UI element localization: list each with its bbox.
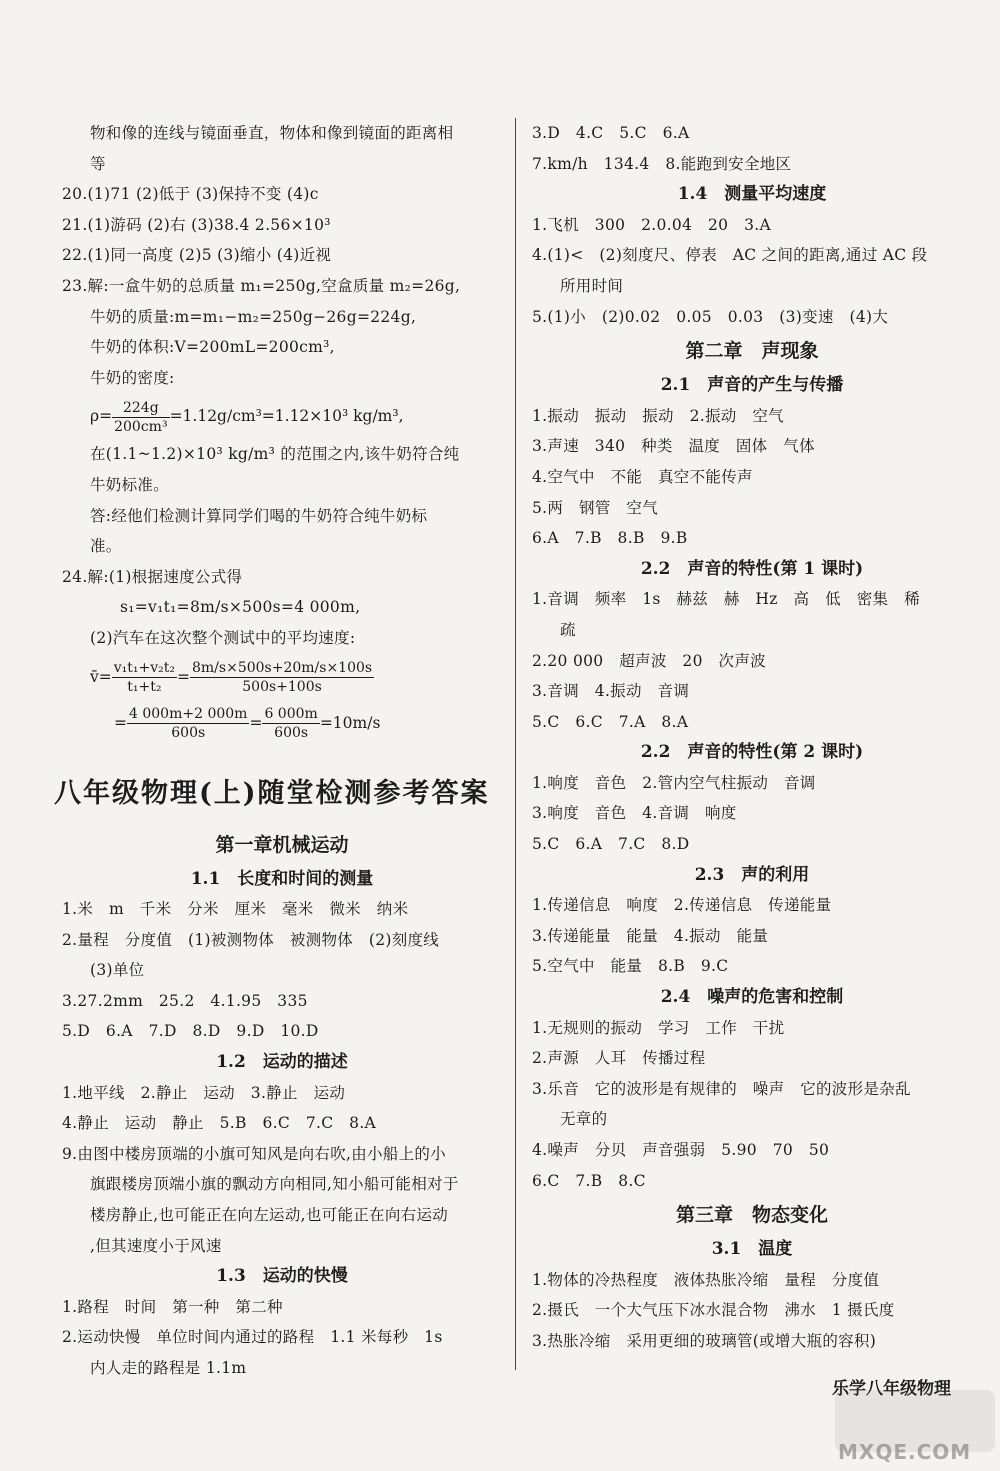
answer-line: (2)汽车在这次整个测试中的平均速度: (90, 628, 356, 647)
answer-line: 24.解:(1)根据速度公式得 (62, 567, 243, 586)
section-heading: 2.1 声音的产生与传播 (660, 375, 844, 396)
fraction (127, 705, 249, 742)
answer-line: 4.噪声 分贝 声音强弱 5.90 70 50 (532, 1141, 830, 1159)
section-heading: 2.2 声音的特性(第 1 课时) (640, 558, 864, 579)
answer-line: 5.D 6.A 7.D 8.D 9.D 10.D (62, 1022, 319, 1041)
answer-line: 准。 (90, 537, 122, 556)
answer-line: 4.静止 运动 静止 5.B 6.C 7.C 8.A (62, 1114, 377, 1133)
section-heading: 1.1 长度和时间的测量 (190, 868, 374, 889)
numerator: 8m/s×500s+20m/s×100s (192, 660, 373, 676)
numerator: 6 000m (264, 706, 318, 722)
answer-line: 23.解:一盒牛奶的总质量 m₁=250g,空盒质量 m₂=26g, (62, 276, 461, 295)
answer-line: 5.C 6.C 7.A 8.A (532, 712, 689, 731)
denominator: t₁+t₂ (127, 679, 162, 695)
answer-line: s₁=v₁t₁=8m/s×500s=4 000m, (120, 598, 361, 617)
formula-part: v̄= (90, 667, 112, 686)
answer-line: 7.km/h 134.4 8.能跑到安全地区 (532, 154, 792, 173)
answer-line: 20.(1)71 (2)低于 (3)保持不变 (4)c (62, 185, 319, 204)
fraction (190, 659, 374, 696)
page-footer: 乐学八年级物理 (832, 1379, 951, 1399)
answer-line: 2.量程 分度值 (1)被测物体 被测物体 (2)刻度线 (62, 930, 440, 949)
answer-line: 1.无规则的振动 学习 工作 干扰 (532, 1018, 785, 1037)
answer-line: 等 (90, 154, 106, 173)
answer-line: 3.响度 音色 4.音调 响度 (532, 804, 737, 823)
denominator: 600s (274, 725, 309, 741)
page-title: 八年级物理(上)随堂检测参考答案 (54, 777, 490, 809)
numerator: v₁t₁+v₂t₂ (113, 660, 175, 676)
answer-line: 1.飞机 300 2.0.04 20 3.A (532, 215, 771, 234)
answer-line: 2.运动快慢 单位时间内通过的路程 1.1 米每秒 1s (62, 1328, 443, 1347)
answer-line: 物和像的连线与镜面垂直，物体和像到镜面的距离相 (90, 124, 454, 142)
fraction (112, 399, 169, 436)
answer-line: 22.(1)同一高度 (2)5 (3)缩小 (4)近视 (62, 246, 332, 265)
answer-line: 楼房静止,也可能正在向左运动,也可能正在向右运动 (90, 1206, 449, 1225)
fraction (262, 705, 319, 742)
answer-line: 4.空气中 不能 真空不能传声 (532, 467, 753, 486)
denominator: 500s+100s (242, 679, 322, 695)
answer-line: 4.(1)< (2)刻度尺、停表 AC 之间的距离,通过 AC 段 (532, 246, 928, 265)
answer-line: 9.由图中楼房顶端的小旗可知风是向右吹,由小船上的小 (62, 1144, 447, 1163)
answer-line: 牛奶标准。 (90, 475, 170, 494)
answer-line: 无章的 (560, 1110, 608, 1129)
answer-line: 在(1.1~1.2)×10³ kg/m³ 的范围之内,该牛奶符合纯 (90, 445, 460, 464)
answer-line: 6.A 7.B 8.B 9.B (532, 529, 688, 548)
answer-line: 1.物体的冷热程度 液体热胀冷缩 量程 分度值 (532, 1270, 880, 1289)
chapter-heading: 第一章机械运动 (215, 833, 349, 856)
answer-line: 3.音调 4.振动 音调 (532, 682, 690, 701)
answer-line: 1.传递信息 响度 2.传递信息 传递能量 (532, 896, 832, 915)
answer-line: 3.27.2mm 25.2 4.1.95 335 (62, 991, 308, 1010)
formula-part: =10m/s (319, 713, 381, 732)
formula-part: ρ= (90, 407, 113, 426)
section-heading: 1.3 运动的快慢 (216, 1266, 348, 1287)
section-heading: 1.2 运动的描述 (216, 1052, 348, 1073)
section-heading: 2.2 声音的特性(第 2 课时) (640, 742, 864, 763)
answer-line: 1.路程 时间 第一种 第二种 (62, 1297, 283, 1316)
speed-formula-2 (62, 700, 502, 746)
right-column (532, 118, 972, 1357)
density-formula (62, 393, 502, 439)
answer-line: 牛奶的质量:m=m₁−m₂=250g−26g=224g, (90, 307, 417, 326)
fraction (112, 659, 177, 696)
left-column (54, 118, 502, 1384)
answer-line: 答:经他们检测计算同学们喝的牛奶符合纯牛奶标 (90, 506, 428, 525)
answer-line: 2.20 000 超声波 20 次声波 (532, 651, 766, 670)
answer-line: (3)单位 (90, 961, 145, 980)
answer-line: 内人走的路程是 1.1m (90, 1359, 247, 1377)
answer-line: 1.地平线 2.静止 运动 3.静止 运动 (62, 1083, 346, 1102)
answer-line: 21.(1)游码 (2)右 (3)38.4 2.56×10³ (62, 215, 331, 234)
chapter-heading: 第二章 声现象 (685, 340, 819, 363)
section-heading: 1.4 测量平均速度 (677, 184, 827, 205)
answer-line: 1.响度 音色 2.管内空气柱振动 音调 (532, 773, 816, 792)
formula-part: = (249, 713, 263, 732)
speed-formula-1 (62, 654, 502, 700)
answer-line: 3.乐音 它的波形是有规律的 噪声 它的波形是杂乱 (532, 1079, 911, 1098)
answer-line: 6.C 7.B 8.C (532, 1171, 646, 1190)
answer-line: 3.热胀冷缩 采用更细的玻璃管(或增大瓶的容积) (532, 1331, 877, 1350)
denominator: 200cm³ (114, 418, 168, 435)
answer-line: 3.D 4.C 5.C 6.A (532, 124, 690, 142)
answer-line: 2.摄氏 一个大气压下冰水混合物 沸水 1 摄氏度 (532, 1301, 895, 1320)
answer-line: 2.声源 人耳 传播过程 (532, 1049, 706, 1068)
formula-part: =1.12g/cm³=1.12×10³ kg/m³, (169, 407, 404, 426)
answer-line: 牛奶的体积:V=200mL=200cm³, (90, 338, 335, 357)
answer-line: 3.声速 340 种类 温度 固体 气体 (532, 437, 815, 456)
answer-line: 旗跟楼房顶端小旗的飘动方向相同,知小船可能相对于 (90, 1175, 459, 1194)
numerator: 224g (112, 399, 169, 418)
section-heading: 2.3 声的利用 (694, 864, 810, 885)
answer-line: 5.C 6.A 7.C 8.D (532, 835, 690, 854)
formula-part: = (114, 713, 127, 732)
watermark-text: MXQE.COM (838, 1440, 972, 1464)
numerator: 4 000m+2 000m (129, 706, 248, 722)
answer-line: ,但其速度小于风速 (90, 1236, 222, 1255)
answer-line: 疏 (560, 620, 576, 639)
answer-line: 1.振动 振动 振动 2.振动 空气 (532, 406, 784, 425)
formula-part: = (177, 667, 190, 686)
answer-line: 1.音调 频率 1s 赫兹 赫 Hz 高 低 密集 稀 (532, 590, 920, 609)
section-heading: 3.1 温度 (711, 1239, 793, 1260)
column-divider (515, 118, 516, 1370)
answer-line: 所用时间 (560, 276, 624, 295)
answer-line: 5.空气中 能量 8.B 9.C (532, 957, 729, 976)
answer-line: 3.传递能量 能量 4.振动 能量 (532, 926, 769, 945)
answer-line: 1.米 m 千米 分米 厘米 毫米 微米 纳米 (62, 900, 409, 919)
denominator: 600s (171, 725, 206, 741)
answer-line: 5.两 钢管 空气 (532, 498, 658, 517)
answer-line: 5.(1)小 (2)0.02 0.05 0.03 (3)变速 (4)大 (532, 307, 889, 326)
answer-line: 牛奶的密度: (90, 368, 175, 387)
section-heading: 2.4 噪声的危害和控制 (660, 987, 844, 1008)
chapter-heading: 第三章 物态变化 (675, 1204, 828, 1227)
